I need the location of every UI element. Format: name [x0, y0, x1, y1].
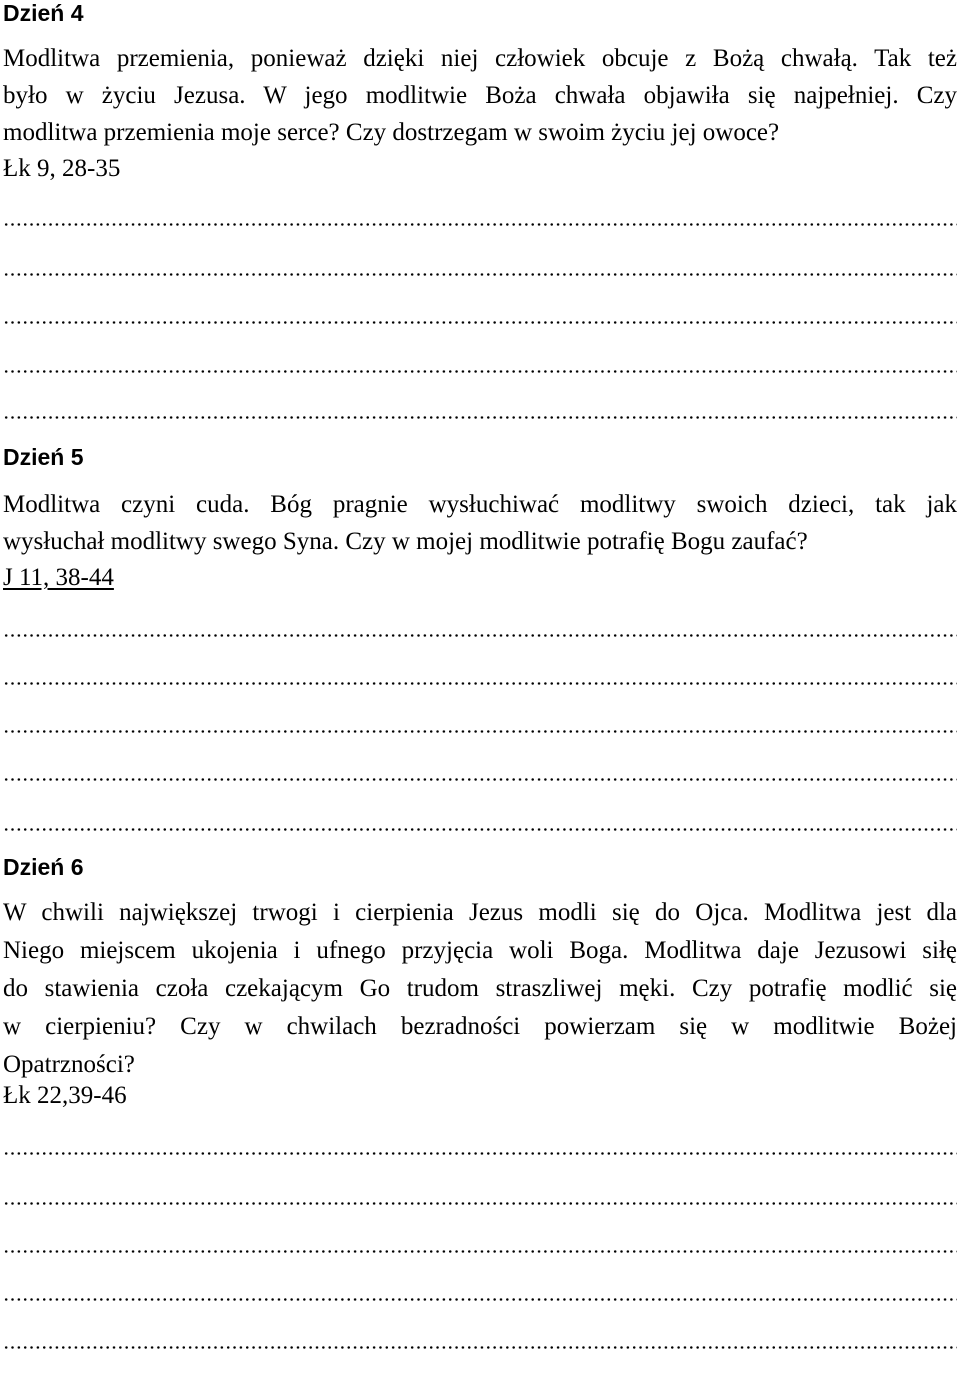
answer-line[interactable]	[3, 367, 957, 373]
section-paragraph-day-5	[3, 486, 957, 560]
paragraph-line: W chwili największej trwogi i cierpienia Jezus modli się do Ojca. Modlitwa jest dla	[3, 899, 957, 926]
answer-line[interactable]	[3, 318, 957, 324]
answer-line[interactable]	[3, 1199, 957, 1205]
answer-line[interactable]	[3, 1343, 957, 1349]
paragraph-line: w cierpieniu? Czy w chwilach bezradności powierzam się w modlitwie Bożej	[3, 1013, 957, 1040]
section-heading-day-4: Dzień 4	[3, 0, 84, 26]
section-heading-day-6: Dzień 6	[3, 854, 84, 880]
paragraph-line: było w życiu Jezusa. W jego modlitwie Boża chwała objawiła się najpełniej. Czy	[3, 82, 957, 109]
paragraph-line: modlitwa przemienia moje serce? Czy dostrzegam w swoim życiu jej owoce?	[3, 119, 780, 146]
bible-reference-day-4: Łk 9, 28-35	[3, 155, 121, 182]
bible-reference-day-6: Łk 22,39-46	[3, 1082, 127, 1109]
paragraph-line: Modlitwa przemienia, ponieważ dzięki niej człowiek obcuje z Bożą chwałą. Tak też	[3, 45, 957, 72]
answer-line[interactable]	[3, 1247, 957, 1253]
section-paragraph-day-6	[3, 894, 957, 1084]
section-heading-day-5: Dzień 5	[3, 444, 84, 470]
paragraph-line: Opatrzności?	[3, 1051, 135, 1078]
paragraph-line: Modlitwa czyni cuda. Bóg pragnie wysłuchiwać modlitwy swoich dzieci, tak jak	[3, 491, 957, 518]
paragraph-line: Niego miejscem ukojenia i ufnego przyjęcia woli Boga. Modlitwa daje Jezusowi siłę	[3, 937, 957, 964]
answer-line[interactable]	[3, 413, 957, 419]
answer-line[interactable]	[3, 270, 957, 276]
paragraph-line: do stawienia czoła czekającym Go trudom straszliwej męki. Czy potrafię modlić się	[3, 975, 957, 1002]
section-paragraph-day-4	[3, 40, 957, 151]
answer-line[interactable]	[3, 775, 957, 781]
answer-line[interactable]	[3, 825, 957, 831]
answer-line[interactable]	[3, 220, 957, 226]
answer-line[interactable]	[3, 727, 957, 733]
bible-reference-day-5[interactable]: J 11, 38-44	[3, 564, 114, 591]
paragraph-line: wysłuchał modlitwy swego Syna. Czy w mojej modlitwie potrafię Bogu zaufać?	[3, 528, 808, 555]
answer-line[interactable]	[3, 1149, 957, 1155]
answer-line[interactable]	[3, 679, 957, 685]
answer-line[interactable]	[3, 1295, 957, 1301]
answer-line[interactable]	[3, 631, 957, 637]
